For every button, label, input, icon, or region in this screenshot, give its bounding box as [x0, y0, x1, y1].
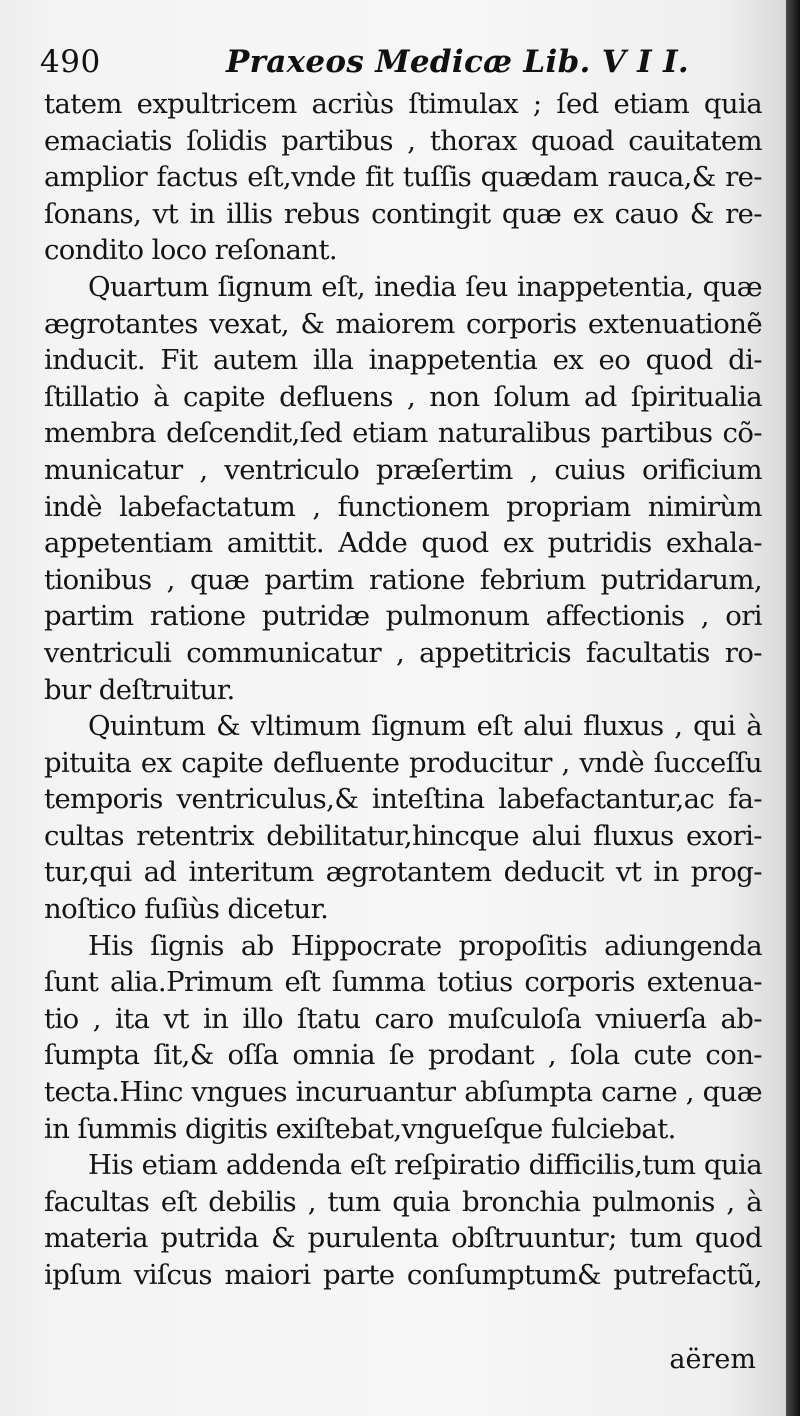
text-line: His ſignis ab Hippocrate propoſitis adiungenda: [88, 929, 762, 962]
text-line: tur,qui ad interitum ægrotantem deducit vt in prog-: [44, 856, 762, 889]
text-line: condito loco reſonant.: [44, 234, 338, 267]
text-line: bur deſtruitur.: [44, 673, 235, 706]
body-text: [44, 86, 762, 1294]
text-line: Quartum ſignum eſt, inedia ſeu inappetentia, quæ: [88, 270, 762, 303]
text-line: ventriculi communicatur , appetitricis facultatis ro-: [44, 636, 762, 669]
text-line: emaciatis ſolidis partibus , thorax quoad cauitatem: [44, 124, 762, 157]
text-line: ægrotantes vexat, & maiorem corporis extenuationẽ: [44, 307, 762, 340]
text-line: ſumpta ſit,& oſſa omnia ſe prodant , ſola cute con-: [44, 1039, 762, 1072]
text-line: inducit. Fit autem illa inappetentia ex eo quod di-: [44, 344, 762, 377]
text-line: partim ratione putridæ pulmonum affectionis , ori: [44, 600, 762, 633]
text-line: facultas eſt debilis , tum quia bronchia pulmonis , à: [44, 1185, 762, 1218]
text-line: pituita ex capite defluente producitur , vndè ſucceſſu: [44, 746, 762, 779]
page-number: 490: [40, 44, 101, 80]
catchword: aërem: [669, 1344, 756, 1375]
text-line: ſunt alia.Primum eſt ſumma totius corporis extenua-: [44, 966, 762, 999]
page-header: [40, 40, 740, 90]
text-line: Quintum & vltimum ſignum eſt alui fluxus , qui à: [88, 710, 762, 743]
text-line: His etiam addenda eſt reſpiratio difficilis,tum quia: [88, 1149, 762, 1182]
text-line: ſtillatio à capite defluens , non ſolum ad ſpiritualia: [44, 380, 762, 413]
text-line: municatur , ventriculo præſertim , cuius orificium: [44, 453, 762, 486]
text-line: membra deſcendit,ſed etiam naturalibus partibus cõ-: [44, 417, 762, 450]
text-line: appetentiam amittit. Adde quod ex putridis exhala-: [44, 527, 762, 560]
text-line: in ſummis digitis exiſtebat,vngueſque fulciebat.: [44, 1112, 676, 1145]
text-line: ſonans, vt in illis rebus contingit quæ ex cauo & re-: [44, 197, 762, 230]
text-line: indè labefactatum , functionem propriam nimirùm: [44, 490, 762, 523]
text-line: amplior factus eſt,vnde fit tuſſis quædam rauca,& re-: [44, 161, 762, 194]
text-line: tatem expultricem acriùs ſtimulax ; ſed etiam quia: [44, 88, 762, 120]
text-line: cultas retentrix debilitatur,hincque alui fluxus exori-: [44, 819, 762, 852]
text-line: ipſum viſcus maiori parte conſumptum& putrefactũ,: [44, 1259, 762, 1291]
running-head: Praxeos Medicæ Lib. V I I.: [226, 44, 689, 80]
text-line: temporis ventriculus,& inteſtina labefactantur,ac fa-: [44, 783, 762, 816]
text-line: tio , ita vt in illo ſtatu caro muſculoſa vniuerſa ab-: [44, 1002, 762, 1035]
text-line: tionibus , quæ partim ratione febrium putridarum,: [44, 563, 762, 596]
text-line: materia putrida & purulenta obſtruuntur; tum quod: [44, 1222, 762, 1255]
text-line: noſtico fuſiùs dicetur.: [44, 893, 329, 926]
page-edge-shadow: [786, 0, 800, 1416]
text-line: tecta.Hinc vngues incuruantur abſumpta carne , quæ: [44, 1076, 762, 1109]
